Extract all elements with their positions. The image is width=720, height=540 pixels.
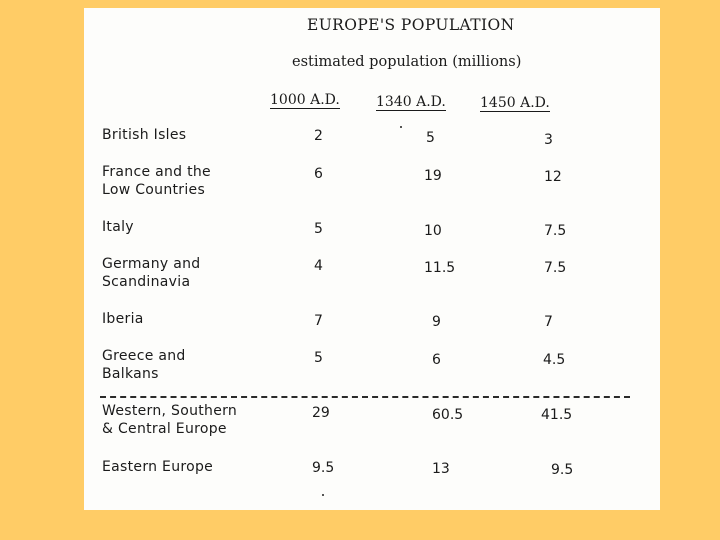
page-title: EUROPE'S POPULATION [307,16,515,34]
row-label-western-southern-central: Western, Southern & Central Europe [102,403,238,437]
cell-greece-1450: 4.5 [543,352,566,368]
cell-western-1450: 41.5 [541,407,573,423]
cell-greece-1000: 5 [314,350,323,366]
cell-iberia-1340: 9 [432,314,441,330]
column-header-1340: 1340 A.D. [376,94,446,110]
cell-france-1340: 19 [424,168,442,184]
cell-western-1340: 60.5 [432,407,464,423]
document-page [84,8,660,510]
cell-british-isles-1450: 3 [544,132,553,148]
cell-italy-1450: 7.5 [544,223,567,239]
cell-italy-1340: 10 [424,223,442,239]
cell-western-1000: 29 [312,405,330,421]
row-label-iberia: Iberia [102,311,144,327]
cell-france-1450: 12 [544,169,562,185]
cell-germany-1340: 11.5 [424,260,456,276]
page-subtitle: estimated population (millions) [292,54,522,70]
row-label-greece-balkans: Greece and Balkans [102,348,186,382]
cell-iberia-1000: 7 [314,313,323,329]
column-header-1450: 1450 A.D. [480,95,550,111]
dashed-divider [100,396,630,398]
column-header-1000: 1000 A.D. [270,92,340,108]
row-label-germany-scandinavia: Germany and Scandinavia [102,256,201,290]
cell-eastern-1000: 9.5 [312,460,335,476]
cell-british-isles-1000: 2 [314,128,323,144]
cell-eastern-1340: 13 [432,461,450,477]
row-label-france-low-countries: France and the Low Countries [102,164,211,198]
cell-italy-1000: 5 [314,221,323,237]
cell-france-1000: 6 [314,166,323,182]
print-speck [322,494,324,496]
cell-eastern-1450: 9.5 [551,462,574,478]
cell-greece-1340: 6 [432,352,441,368]
cell-british-isles-1340: 5 [426,130,435,146]
cell-germany-1000: 4 [314,258,323,274]
cell-iberia-1450: 7 [544,314,553,330]
row-label-italy: Italy [102,219,134,235]
row-label-british-isles: British Isles [102,127,187,143]
print-speck [400,126,402,128]
cell-germany-1450: 7.5 [544,260,567,276]
row-label-eastern-europe: Eastern Europe [102,459,214,475]
